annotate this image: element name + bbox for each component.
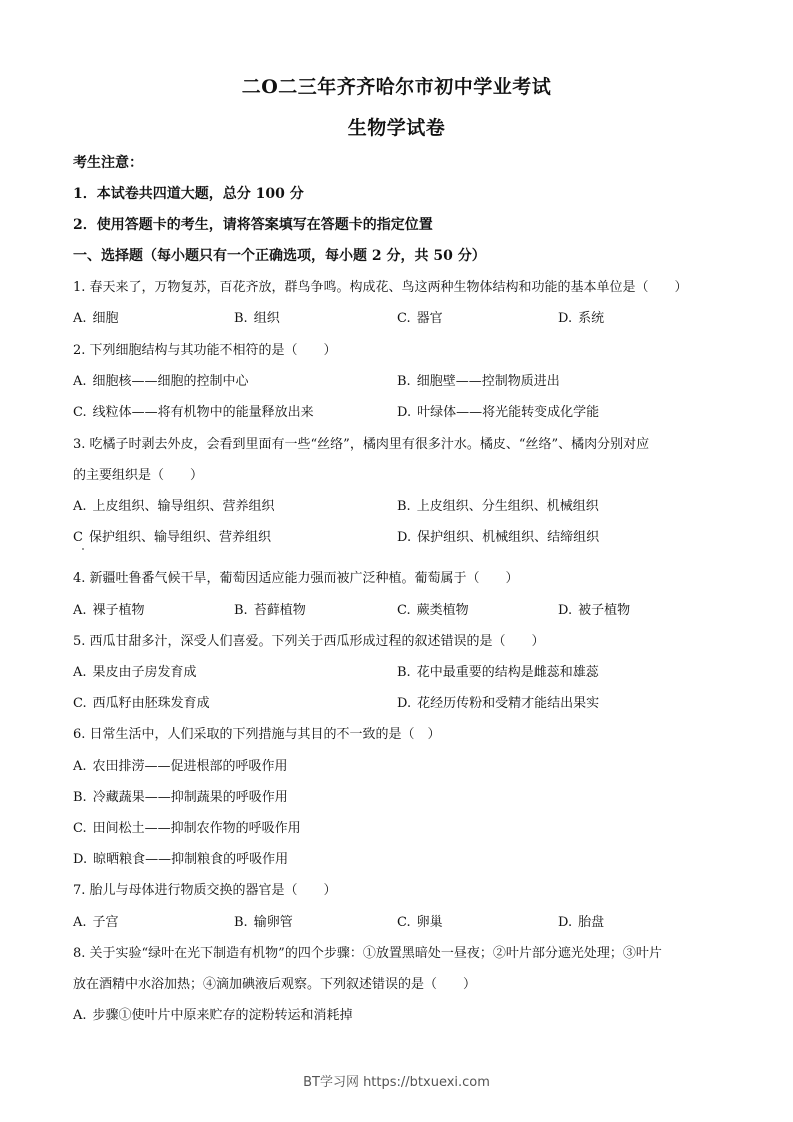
watermark-footer: BT学习网 https://btxuexi.com [303, 1075, 490, 1090]
question-4-option-b[interactable] [234, 599, 306, 618]
question-6-option-d[interactable] [73, 848, 288, 867]
option-text: 细胞 [92, 311, 119, 326]
option-text: 系统 [578, 311, 605, 326]
question-1-option-d[interactable] [558, 307, 604, 326]
option-key: A. [73, 499, 87, 514]
option-text: 被子植物 [578, 603, 631, 618]
option-text: 细胞壁——控制物质进出 [416, 374, 560, 389]
option-key: A. [73, 915, 87, 930]
question-5-option-c[interactable] [73, 692, 210, 711]
option-text: 农田排涝——促进根部的呼吸作用 [92, 759, 288, 774]
option-text: 细胞核——细胞的控制中心 [92, 374, 249, 389]
option-text: 上皮组织、输导组织、营养组织 [92, 499, 275, 514]
question-4-stem: 4. 新疆吐鲁番气候干旱，葡萄因适应能力强而被广泛种植。葡萄属于（ ） [73, 571, 519, 586]
option-text: 子宫 [92, 915, 119, 930]
option-text: 西瓜籽由胚珠发育成 [92, 696, 210, 711]
notice-item-1: 1．本试卷共四道大题，总分 100 分 [73, 186, 304, 202]
question-7-option-b[interactable] [234, 911, 293, 930]
option-key: C. [73, 821, 87, 836]
question-4-option-c[interactable] [397, 599, 469, 618]
question-2-option-b[interactable] [397, 370, 560, 389]
option-text: 线粒体——将有机物中的能量释放出来 [92, 405, 314, 420]
question-2-option-d[interactable] [397, 401, 599, 420]
option-key: B. [234, 311, 248, 326]
option-text: 输卵管 [253, 915, 293, 930]
option-key: B. [397, 665, 411, 680]
option-key: C [73, 530, 83, 545]
option-key: C. [73, 405, 87, 420]
question-4-option-d[interactable] [558, 599, 630, 618]
option-text: 保护组织、输导组织、营养组织 [88, 530, 271, 545]
question-1-option-b[interactable] [234, 307, 280, 326]
option-key: C. [397, 915, 411, 930]
question-7-stem: 7. 胎儿与母体进行物质交换的器官是（ ） [73, 883, 337, 898]
question-6-stem: 6. 日常生活中，人们采取的下列措施与其目的不一致的是（ ） [73, 727, 441, 742]
option-key: A. [73, 311, 87, 326]
option-text: 保护组织、机械组织、结缔组织 [417, 530, 600, 545]
option-key: B. [397, 374, 411, 389]
question-3-option-a[interactable] [73, 495, 275, 514]
notice-heading: 考生注意： [73, 155, 143, 171]
option-text: 花经历传粉和受精才能结出果实 [417, 696, 600, 711]
option-text: 冷藏蔬果——抑制蔬果的呼吸作用 [92, 790, 288, 805]
option-text: 田间松土——抑制农作物的呼吸作用 [92, 821, 301, 836]
notice-item-2: 2．使用答题卡的考生，请将答案填写在答题卡的指定位置 [73, 217, 433, 233]
section-heading: 一、选择题（每小题只有一个正确选项，每小题 2 分，共 50 分） [73, 248, 486, 264]
option-key: D. [558, 603, 573, 618]
question-8-stem-line-1: 8. 关于实验“绿叶在光下制造有机物”的四个步骤：①放置黑暗处一昼夜；②叶片部分遮光处理；③叶片 [73, 946, 662, 961]
option-key: A. [73, 374, 87, 389]
question-3-option-d[interactable] [397, 526, 599, 545]
option-text: 卵巢 [416, 915, 443, 930]
exam-subtitle: 生物学试卷 [347, 117, 446, 139]
option-key: D. [397, 530, 412, 545]
option-text: 上皮组织、分生组织、机械组织 [416, 499, 599, 514]
option-text: 晾晒粮食——抑制粮食的呼吸作用 [93, 852, 289, 867]
question-5-option-d[interactable] [397, 692, 599, 711]
option-key: A. [73, 759, 87, 774]
question-1-option-a[interactable] [73, 307, 119, 326]
option-text: 胎盘 [578, 915, 605, 930]
option-text: 叶绿体——将光能转变成化学能 [417, 405, 600, 420]
option-text: 果皮由子房发育成 [92, 665, 197, 680]
option-text: 花中最重要的结构是雌蕊和雄蕊 [416, 665, 599, 680]
question-7-option-c[interactable] [397, 911, 443, 930]
stray-dot [82, 548, 84, 550]
option-key: A. [73, 665, 87, 680]
option-key: C. [397, 311, 411, 326]
question-3-stem-line-2: 的主要组织是（ ） [73, 468, 204, 483]
question-4-option-a[interactable] [73, 599, 145, 618]
option-text: 器官 [416, 311, 443, 326]
question-3-stem-line-1: 3. 吃橘子时剥去外皮，会看到里面有一些“丝络”，橘肉里有很多汁水。橘皮、“丝络”、橘肉分别对应 [73, 437, 650, 452]
option-text: 步骤①使叶片中原来贮存的淀粉转运和消耗掉 [92, 1008, 353, 1023]
option-key: B. [234, 915, 248, 930]
option-key: D. [397, 405, 412, 420]
question-6-option-c[interactable] [73, 817, 301, 836]
question-2-option-c[interactable] [73, 401, 314, 420]
option-text: 组织 [253, 311, 280, 326]
question-1-option-c[interactable] [397, 307, 443, 326]
option-key: D. [73, 852, 88, 867]
question-8-option-a[interactable] [73, 1004, 353, 1023]
option-key: A. [73, 1008, 87, 1023]
option-key: D. [558, 311, 573, 326]
question-1-stem: 1. 春天来了，万物复苏，百花齐放，群鸟争鸣。构成花、鸟这两种生物体结构和功能的基本单位是（ ） [73, 280, 688, 295]
question-3-option-c[interactable] [73, 526, 271, 545]
question-5-stem: 5. 西瓜甘甜多汁，深受人们喜爱。下列关于西瓜形成过程的叙述错误的是（ ） [73, 634, 545, 649]
question-3-option-b[interactable] [397, 495, 599, 514]
option-key: B. [73, 790, 87, 805]
option-key: B. [234, 603, 248, 618]
question-6-option-a[interactable] [73, 755, 288, 774]
option-key: D. [397, 696, 412, 711]
question-7-option-d[interactable] [558, 911, 604, 930]
question-7-option-a[interactable] [73, 911, 119, 930]
option-key: B. [397, 499, 411, 514]
question-6-option-b[interactable] [73, 786, 288, 805]
option-key: C. [73, 696, 87, 711]
question-2-stem: 2. 下列细胞结构与其功能不相符的是（ ） [73, 343, 337, 358]
option-key: C. [397, 603, 411, 618]
question-8-stem-line-2: 放在酒精中水浴加热；④滴加碘液后观察。下列叙述错误的是（ ） [73, 977, 477, 992]
option-text: 裸子植物 [92, 603, 145, 618]
question-5-option-a[interactable] [73, 661, 197, 680]
exam-title: 二O二三年齐齐哈尔市初中学业考试 [241, 76, 552, 98]
option-text: 苔藓植物 [253, 603, 306, 618]
option-key: D. [558, 915, 573, 930]
option-key: A. [73, 603, 87, 618]
question-2-option-a[interactable] [73, 370, 249, 389]
question-5-option-b[interactable] [397, 661, 599, 680]
option-text: 蕨类植物 [416, 603, 469, 618]
